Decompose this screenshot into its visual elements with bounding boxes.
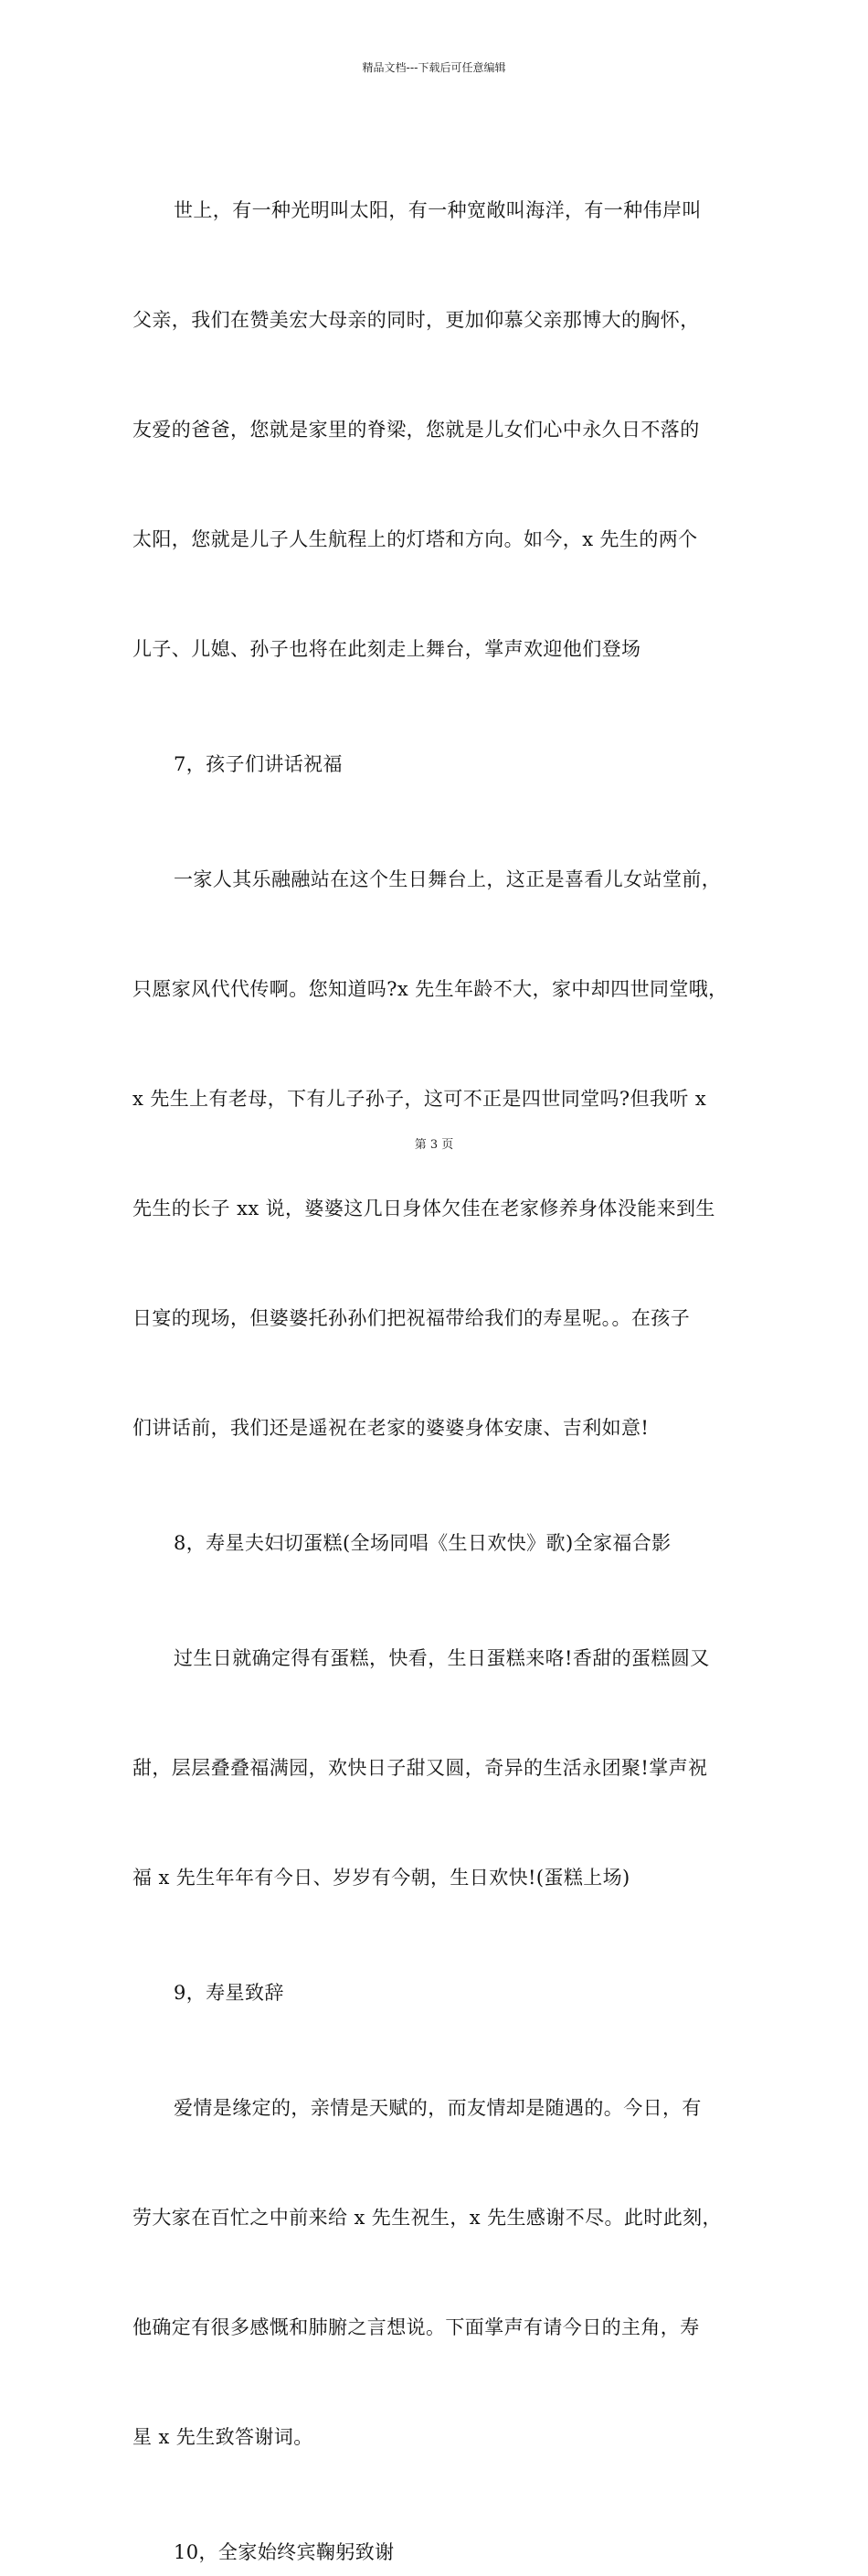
text-line: 爱情是缘定的，亲情是天赋的，而友情却是随遇的。今日，有: [174, 2097, 702, 2119]
document-body: [132, 119, 737, 2576]
text-line: 星 x 先生致答谢词。: [132, 2426, 313, 2448]
text-line: 世上，有一种光明叫太阳，有一种宽敞叫海洋，有一种伟岸叫: [174, 199, 702, 221]
text-line: 太阳，您就是儿子人生航程上的灯塔和方向。如今，x 先生的两个: [132, 528, 698, 550]
paragraph-father-tribute: [132, 119, 737, 740]
section-heading-10: 10，全家始终宾鞠躬致谢: [174, 2541, 395, 2563]
text-line: 甜，层层叠叠福满园，欢快日子甜又圆，奇异的生活永团聚!掌声祝: [132, 1757, 708, 1779]
text-line: 福 x 先生年年有今日、岁岁有今朝，生日欢快!(蛋糕上场): [132, 1867, 630, 1889]
page-number: 第 3 页: [414, 1138, 454, 1152]
paragraph-birthday-cake: [132, 1567, 737, 1969]
section-heading-7: 7，孩子们讲话祝福: [174, 753, 343, 775]
paragraph-family-blessing: [132, 788, 737, 1519]
text-line: 过生日就确定得有蛋糕，快看，生日蛋糕来咯!香甜的蛋糕圆又: [174, 1647, 710, 1669]
text-line: 友爱的爸爸，您就是家里的脊梁，您就是儿女们心中永久日不落的: [132, 419, 700, 441]
text-line: 日宴的现场，但婆婆托孙孙们把祝福带给我们的寿星呢。。在孩子: [132, 1307, 691, 1329]
text-line: 们讲话前，我们还是遥祝在老家的婆婆身体安康、吉利如意!: [132, 1417, 650, 1439]
text-line: 一家人其乐融融站在这个生日舞台上，这正是喜看儿女站堂前，: [174, 868, 722, 890]
page-header: 精品文档---下载后可任意编辑: [362, 61, 506, 74]
text-line: 儿子、儿媳、孙子也将在此刻走上舞台，掌声欢迎他们登场: [132, 638, 641, 660]
text-line: 先生的长子 xx 说，婆婆这几日身体欠佳在老家修养身体没能来到生: [132, 1198, 715, 1219]
section-heading-9: 9，寿星致辞: [174, 1982, 284, 2004]
text-line: 只愿家风代代传啊。您知道吗?x 先生年龄不大，家中却四世同堂哦，: [132, 978, 728, 1000]
text-line: 父亲，我们在赞美宏大母亲的同时，更加仰慕父亲那博大的胸怀，: [132, 309, 700, 331]
paragraph-speech-intro: [132, 2017, 737, 2528]
text-line: x 先生上有老母，下有儿子孙子，这可不正是四世同堂吗?但我听 x: [132, 1088, 707, 1110]
text-line: 他确定有很多感慨和肺腑之言想说。下面掌声有请今日的主角，寿: [132, 2316, 700, 2338]
text-line: 劳大家在百忙之中前来给 x 先生祝生，x 先生感谢不尽。此时此刻，: [132, 2207, 722, 2229]
section-heading-8: 8，寿星夫妇切蛋糕(全场同唱《生日欢快》歌)全家福合影: [174, 1532, 672, 1554]
